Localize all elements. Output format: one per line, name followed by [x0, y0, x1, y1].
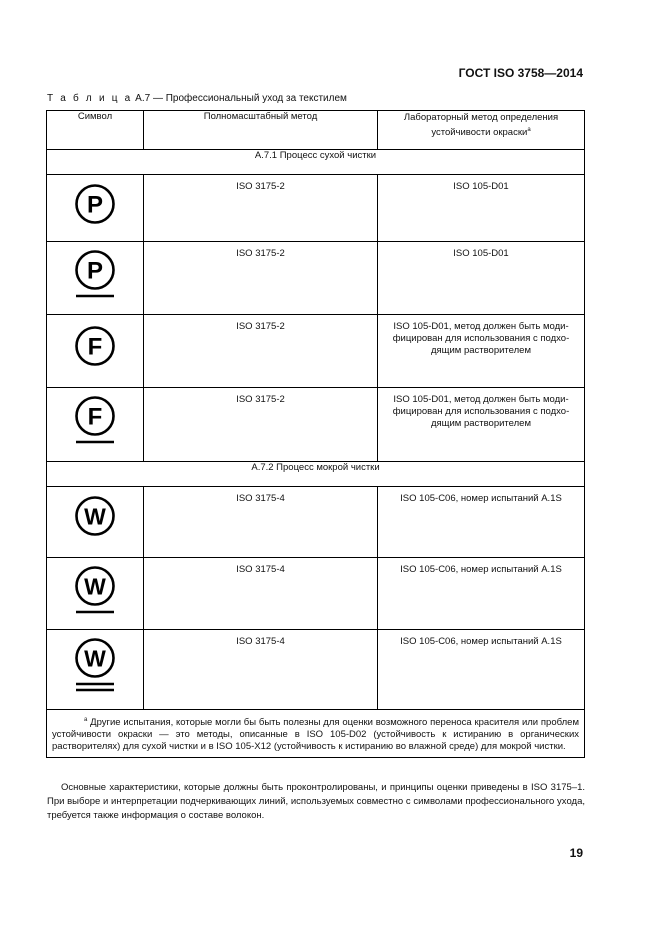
table-header-row [47, 111, 585, 150]
lab-method-cell: ISO 105-C06, номер испытаний A.1S [378, 630, 585, 710]
care-table [46, 110, 585, 758]
symbol-cell [47, 242, 144, 315]
symbol-letter: F [87, 403, 103, 431]
symbol-letter: F [87, 333, 103, 361]
symbol-letter: W [84, 573, 106, 600]
footnote-ref: a [527, 127, 531, 133]
table-row [47, 242, 585, 315]
table-row [47, 558, 585, 630]
footnote-mark: a [84, 717, 88, 723]
wet-clean-w-gentle-icon [73, 565, 117, 617]
table-caption [47, 93, 347, 104]
lab-method-cell: ISO 105-D01, метод должен быть моди-фицирован для использования с подхо-дящим растворителем [378, 315, 585, 388]
lab-method-cell: ISO 105-C06, номер испытаний A.1S [378, 487, 585, 558]
dry-clean-f-icon [73, 324, 117, 368]
lab-method-cell: ISO 105-D01 [378, 242, 585, 315]
body-paragraph: Основные характеристики, которые должны быть проконтролированы, и принципы оценки приведены в ISO 3175–1. При выборе и интерпретации подчеркивающих линий, используемых совместно с символами профессионального ухода, требуется также информация о составе волокон. [47, 782, 585, 821]
symbol-cell [47, 315, 144, 388]
symbol-letter: P [86, 191, 104, 219]
table-row [47, 175, 585, 242]
symbol-cell [47, 558, 144, 630]
symbol-cell [47, 175, 144, 242]
symbol-cell [47, 388, 144, 462]
lab-method-cell: ISO 105-D01 [378, 175, 585, 242]
lab-method-cell: ISO 105-C06, номер испытаний A.1S [378, 558, 585, 630]
col-header-symbol: Символ [47, 111, 144, 150]
caption-prefix: Т а б л и ц а [47, 93, 133, 104]
dry-clean-f-gentle-icon [73, 395, 117, 447]
section-title-wet: А.7.2 Процесс мокрой чистки [47, 462, 585, 487]
col-header-full-scale: Полномасштабный метод [144, 111, 378, 150]
footnote-text: Другие испытания, которые могли бы быть полезны для оценки возможного переноса красителя или проблем устойчивости окраски — это методы, описанные в ISO 105-D02 (устойчивость к истиранию в органических растворителях) для сухой чистки и в ISO 105-X12 (устойчивость к истиранию во влажной среде) для мокрой чистки. [52, 717, 579, 753]
section-row-dry [47, 150, 585, 175]
full-scale-cell: ISO 3175-2 [144, 388, 378, 462]
section-title-dry: А.7.1 Процесс сухой чистки [47, 150, 585, 175]
lab-method-cell: ISO 105-D01, метод должен быть моди-фицирован для использования с подхо-дящим растворителем [378, 388, 585, 462]
full-scale-cell: ISO 3175-4 [144, 487, 378, 558]
full-scale-cell: ISO 3175-2 [144, 175, 378, 242]
col-header-lab [378, 111, 585, 150]
table-row [47, 487, 585, 558]
page-number: 19 [569, 846, 583, 860]
dry-clean-p-icon [73, 182, 117, 226]
table-row [47, 315, 585, 388]
col-header-lab-line1: Лабораторный метод определения [403, 112, 559, 123]
caption-title: А.7 — Профессиональный уход за текстилем [135, 93, 347, 104]
symbol-cell [47, 487, 144, 558]
footnote-row [47, 710, 585, 758]
section-row-wet [47, 462, 585, 487]
wet-clean-w-very-gentle-icon [73, 637, 117, 695]
table-footnote [47, 710, 585, 758]
full-scale-cell: ISO 3175-2 [144, 242, 378, 315]
dry-clean-p-gentle-icon [73, 249, 117, 301]
full-scale-cell: ISO 3175-4 [144, 558, 378, 630]
full-scale-cell: ISO 3175-4 [144, 630, 378, 710]
standard-header: ГОСТ ISO 3758—2014 [458, 66, 583, 80]
wet-clean-w-icon [73, 494, 117, 538]
symbol-cell [47, 630, 144, 710]
symbol-letter: P [86, 257, 104, 285]
col-header-lab-line2: устойчивости окраски [431, 127, 528, 139]
symbol-letter: W [84, 503, 106, 530]
symbol-letter: W [84, 645, 106, 672]
full-scale-cell: ISO 3175-2 [144, 315, 378, 388]
table-row [47, 630, 585, 710]
table-row [47, 388, 585, 462]
